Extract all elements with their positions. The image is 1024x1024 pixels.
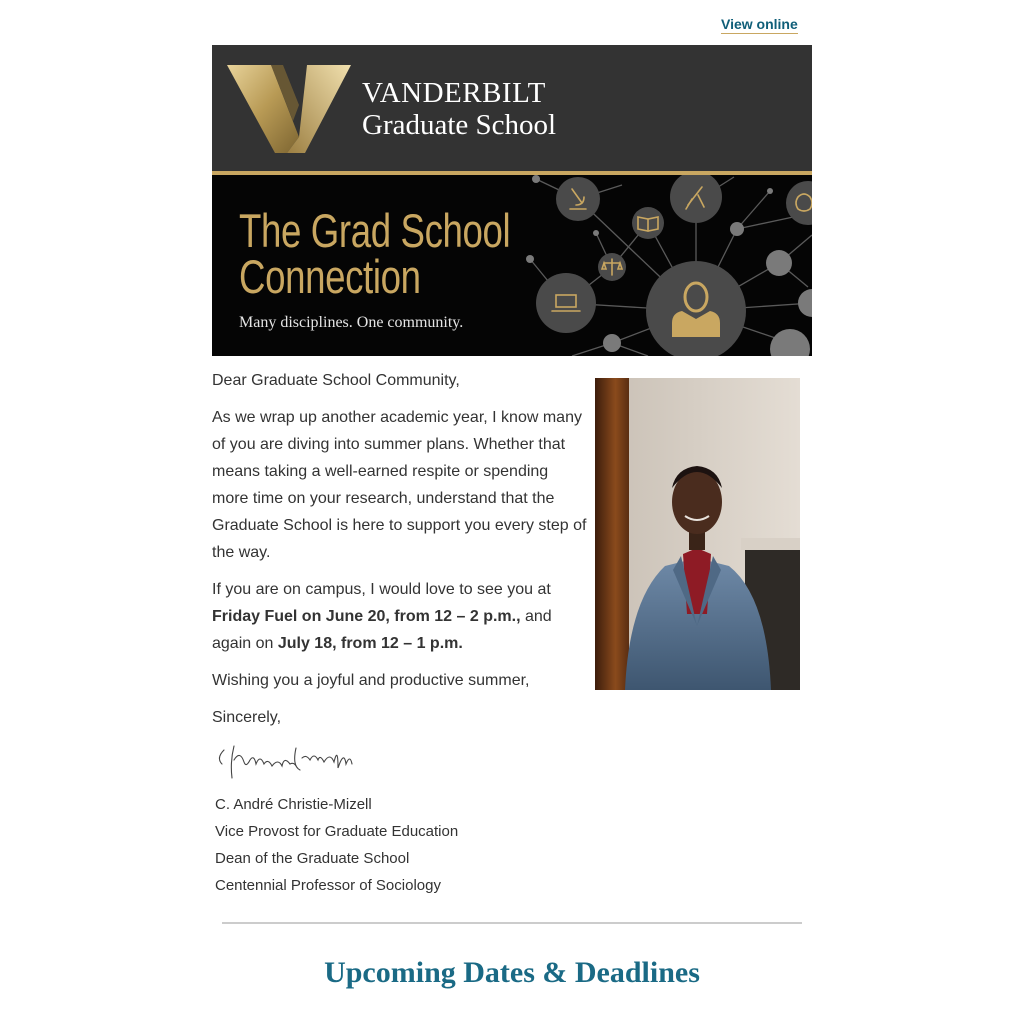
brand-name: VANDERBILT [362, 77, 546, 109]
signatory-title-3: Centennial Professor of Sociology [215, 877, 441, 894]
view-online-link[interactable]: View online [721, 16, 798, 32]
banner-tagline: Many disciplines. One community. [239, 314, 464, 331]
dean-portrait-photo [595, 378, 800, 690]
masthead [212, 45, 812, 171]
signatory-title-2: Dean of the Graduate School [215, 850, 410, 867]
letter-paragraph-2: If you are on campus, I would love to see you at Friday Fuel on June 20, from 12 – 2 p.m., and again on July 18, from 12 – 1 p.m. [212, 581, 552, 652]
signatory-name: C. André Christie-Mizell [215, 796, 372, 813]
vanderbilt-v-logo [227, 65, 351, 153]
letter-paragraph-3: Wishing you a joyful and productive summer, [212, 672, 530, 689]
banner-title: The Grad School Connection [239, 204, 511, 303]
second-date: July 18, from 12 – 1 p.m. [277, 635, 463, 652]
brand-subtitle: Graduate School [362, 109, 557, 141]
letter-greeting: Dear Graduate School Community, [212, 372, 460, 389]
section-divider [222, 922, 802, 924]
banner [212, 175, 812, 356]
signature-image [214, 738, 359, 786]
friday-fuel-date: Friday Fuel on June 20, from 12 – 2 p.m., [212, 608, 521, 625]
letter-paragraph-1: As we wrap up another academic year, I know many of you are diving into summer plans. Whether that means taking a well-earned respite or spending more time on your research, understand that the Graduate School is here to support you every step of the way. [212, 409, 587, 561]
network-graphic [512, 175, 812, 356]
upcoming-dates-heading: Upcoming Dates & Deadlines [324, 956, 700, 989]
signatory-title-1: Vice Provost for Graduate Education [215, 823, 459, 840]
signatory-block [215, 791, 458, 899]
letter-closing: Sincerely, [212, 709, 282, 726]
